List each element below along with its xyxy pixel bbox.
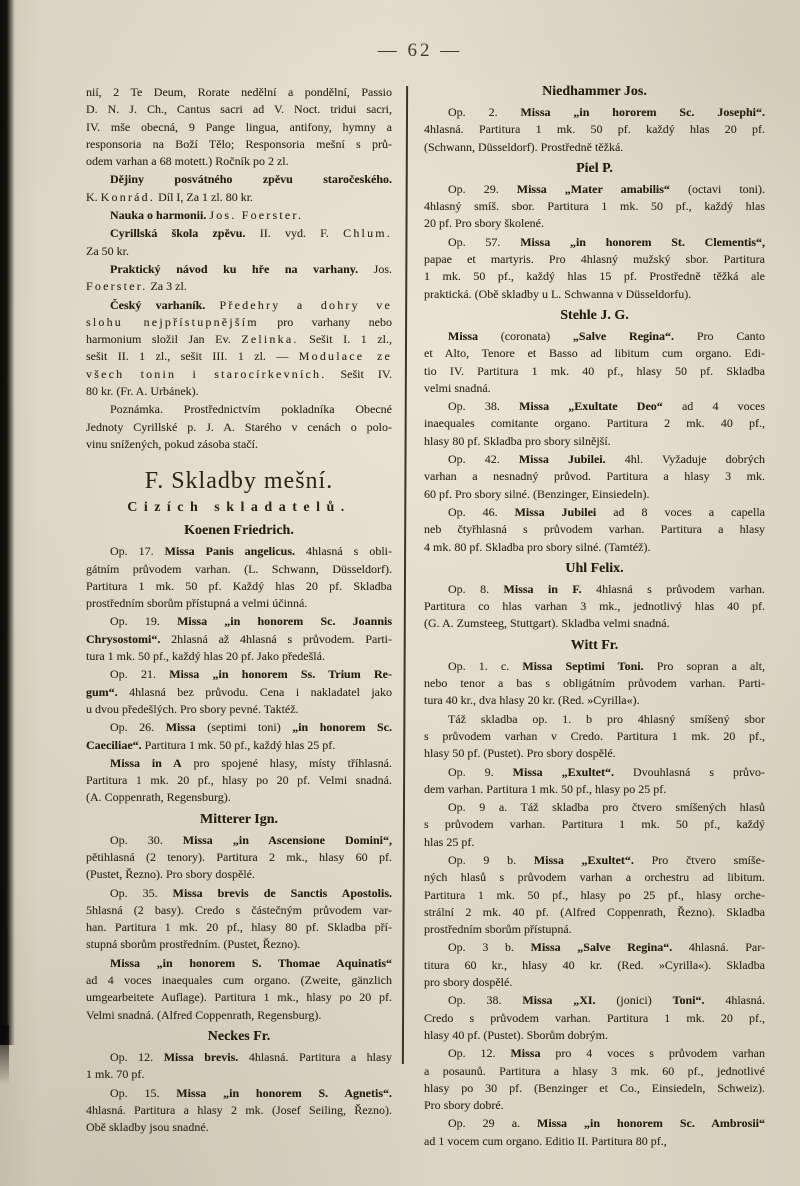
composer-heading: Stehle J. G.	[560, 307, 629, 323]
composer-heading: Mitterer Ign.	[199, 811, 278, 827]
text-line: Op. 3 b. Missa „Salve Regina“. 4hlasná. Par-	[448, 940, 765, 955]
text-line: sešit II. 1 zl., sešit III. 1 zl. — Modulace ze	[86, 349, 392, 364]
column-divider	[402, 86, 408, 1064]
text-line: Op. 38. Missa „Exultate Deo“ ad 4 voces	[448, 399, 765, 414]
text-line: Chrysostomi“. 2hlasná až 4hlasná s průvodem. Parti-	[86, 631, 392, 646]
text-line: D. N. J. Ch., Cantus sacri ad V. Noct. tridui sacri,	[86, 102, 392, 117]
right-column	[424, 79, 765, 1151]
text-line: ad 1 vocem cum organo. Editio II. Partitura 80 pf.,	[424, 1133, 667, 1148]
section-subtitle: Cizích skladatelů.	[127, 500, 351, 516]
text-line: prostředním sborům přístupná.	[424, 922, 572, 937]
catalog-entry	[86, 171, 392, 206]
text-line: 4hlasná. Partitura 1 mk. 50 pf. každý hlas 20 pf.	[424, 122, 765, 137]
text-line: Nauka o harmonii. Jos. Foerster.	[110, 208, 304, 223]
text-line: a posaunů. Partitura a hlasy 3 mk. 60 pf., jednotlivé	[424, 1063, 765, 1078]
catalog-entry	[424, 504, 765, 556]
catalog-entry	[86, 207, 392, 224]
text-line: Partitura co hlas varhan 3 mk., jednotlivý hlas 40 pf.	[424, 599, 765, 614]
catalog-entry	[424, 1115, 765, 1150]
catalog-entry	[424, 658, 765, 710]
text-line: Český varhaník. Předehry a dohry ve	[110, 297, 392, 312]
text-line: Op. 9 a. Táž skladba pro čtvero smíšených hlasů	[448, 800, 765, 815]
catalog-entry	[424, 328, 765, 397]
catalog-entry	[424, 104, 765, 156]
text-line: Op. 30. Missa „in Ascensione Domini“,	[110, 832, 392, 847]
text-line: hlasy 50 pf. (Pustet). Pro sbory dospělé.	[424, 746, 616, 761]
text-line: Pro sbory dobré.	[424, 1098, 504, 1113]
section-title: F. Skladby mešní.	[144, 468, 334, 495]
composer-heading: Neckes Fr.	[207, 1028, 271, 1044]
catalog-entry	[86, 1049, 392, 1084]
text-line: Praktický návod ku hře na varhany. Jos.	[110, 261, 392, 276]
text-line: neb čtyřhlasná s průvodem varhan. Partitura a hlasy	[424, 522, 765, 537]
text-line: Op. 35. Missa brevis de Sanctis Apostolis.	[110, 885, 392, 900]
text-line: Obě skladby jsou snadné.	[86, 1120, 209, 1135]
text-line: hlasy po 30 pf. (Benzinger et Co., Einsiedeln, Schweiz).	[424, 1080, 765, 1095]
catalog-entry	[424, 711, 765, 763]
text-line: Velmi snadná. (Alfred Coppenrath, Regensburg).	[86, 1007, 322, 1022]
text-line: Cyrillská škola zpěvu. II. vyd. F. Chlum.	[110, 226, 392, 241]
catalog-entry	[424, 398, 765, 450]
text-line: 80 kr. (Fr. A. Urbánek).	[86, 384, 199, 399]
catalog-entry	[86, 832, 392, 884]
text-line: Poznámka. Prostřednictvím pokladníka Obecné	[110, 402, 392, 417]
text-line: praktická. (Obě skladby u L. Schwanna v Düsseldorfu).	[424, 286, 692, 301]
text-line: Op. 15. Missa „in honorem S. Agnetis“.	[110, 1085, 392, 1100]
text-line: slohu nejpřístupnějším pro varhany nebo	[86, 314, 392, 329]
text-line: varhan a nesnadný průvod. Partitura a hlasy 3 mk.	[424, 469, 765, 484]
text-line: (Schwann, Düsseldorf). Prostředně těžká.	[424, 139, 624, 154]
text-line: tura 1 mk. 50 pf., každý hlas 20 pf. Jako předešlá.	[86, 649, 325, 664]
text-line: 4hlasný smíš. sbor. Partitura 1 mk. 50 pf., každý hlas	[424, 199, 765, 214]
text-line: Jednoty Cyrillské p. J. A. Starého v cenách o polo-	[86, 419, 392, 434]
text-line: (G. A. Zumsteeg, Stuttgart). Skladba velmi snadná.	[424, 616, 670, 631]
text-line: Op. 57. Missa „in honorem St. Clementis“,	[448, 234, 765, 249]
text-line: et Alto, Tenore et Basso ad libitum cum organo. Edi-	[424, 346, 765, 361]
text-line: Foerster. Za 3 zl.	[86, 279, 187, 294]
catalog-entry	[86, 613, 392, 665]
text-line: vinu snížených, pokud zásoba stačí.	[86, 436, 258, 451]
text-line: IV. mše obecná, 9 Pange lingua, antifony, hymny a	[86, 119, 392, 134]
text-line: Op. 12. Missa pro 4 voces s průvodem varhan	[448, 1046, 765, 1061]
text-line: Op. 46. Missa Jubilei ad 8 voces a capella	[448, 504, 765, 519]
catalog-entry	[86, 401, 392, 453]
text-line: dem varhan. Partitura 1 mk. 50 pf., hlasy po 25 pf.	[424, 781, 667, 796]
text-line: Op. 26. Missa (septimi toni) „in honorem Sc.	[110, 720, 392, 735]
text-line: Op. 42. Missa Jubilei. 4hl. Vyžaduje dobrých	[448, 452, 765, 467]
catalog-entry	[424, 992, 765, 1044]
text-line: Op. 19. Missa „in honorem Sc. Joannis	[110, 614, 392, 629]
text-line: titura 60 kr., hlasy 40 kr. (Red. »Cyrilla«). Skladba	[424, 957, 765, 972]
text-line: prostředním sborům přístupná a velmi účinná.	[86, 596, 308, 611]
catalog-entry	[424, 451, 765, 503]
catalog-entry	[86, 84, 392, 170]
page-number: — 62 —	[377, 40, 463, 61]
text-line: gum“. 4hlasná bez průvodu. Cena i nakladatel jako	[86, 684, 392, 699]
text-line: Za 50 kr.	[86, 243, 129, 258]
text-line: Missa in A pro spojené hlasy, místy tříhlasná.	[110, 755, 392, 770]
text-line: Op. 29. Missa „Mater amabilis“ (octavi toni).	[448, 181, 765, 196]
catalog-entry	[86, 1085, 392, 1137]
text-line: Op. 12. Missa brevis. 4hlasná. Partitura a hlasy	[110, 1049, 392, 1064]
catalog-entry	[424, 799, 765, 851]
text-line: 1 mk. 50 pf., každý hlas 15 pf. Prostředně těžká ale	[424, 269, 765, 284]
text-line: Op. 9 b. Missa „Exultet“. Pro čtvero smíše-	[448, 852, 765, 867]
text-line: pro sbory dospělé.	[424, 975, 513, 990]
catalog-entry	[424, 581, 765, 633]
text-line: nií, 2 Te Deum, Rorate nedělní a pondělní, Passio	[86, 85, 392, 99]
text-line: 1 mk. 70 pf.	[86, 1067, 145, 1082]
catalog-entry	[86, 543, 392, 612]
text-line: Partitura 1 mk. 20 pf., hlasy po 20 pf. Velmi snadná.	[86, 773, 392, 788]
text-line: umgearbeitete Auflage). Partitura 1 mk., hlasy po 20 pf.	[86, 990, 392, 1005]
text-line: tura 40 kr., dva hlasy 20 kr. (Red. »Cyrilla«).	[424, 693, 640, 708]
text-line: Missa „in honorem S. Thomae Aquinatis“	[110, 955, 392, 970]
text-line: Dějiny posvátného zpěvu staročeského.	[110, 172, 392, 187]
text-line: Op. 9. Missa „Exultet“. Dvouhlasná s průvo-	[448, 764, 765, 779]
catalog-entry	[424, 234, 765, 303]
composer-heading: Witt Fr.	[570, 637, 619, 653]
text-line: s průvodem varhan. Partitura 1 mk. 50 pf., každý	[424, 817, 765, 832]
text-line: ad 4 voces inaequales cum organo. (Zweite, gänzlich	[86, 973, 392, 988]
catalog-entry	[424, 1045, 765, 1114]
text-line: 5hlasná (2 basy). Credo s částečným průvodem var-	[86, 902, 392, 917]
text-line: s průvodem varhan v Credo. Partitura 1 mk. 20 pf.,	[424, 728, 765, 743]
text-line: K. Konrád. Díl I, Za 1 zl. 80 kr.	[86, 189, 254, 204]
composer-heading: Niedhammer Jos.	[542, 84, 647, 99]
text-line: (Pustet, Řezno). Pro sbory dospělé.	[86, 867, 255, 882]
catalog-entry	[424, 852, 765, 938]
text-line: všech tonin i starocírkevních. Sešit IV.	[86, 366, 392, 381]
composer-heading: Koenen Friedrich.	[184, 523, 294, 539]
text-line: ných hlasů s průvodem varhan a orchestru ad libitum.	[424, 870, 765, 885]
text-line: Op. 29 a. Missa „in honorem Sc. Ambrosii“	[448, 1116, 765, 1131]
text-line: han. Partitura 1 mk. 20 pf., hlasy 80 pf. Skladba pří-	[86, 920, 392, 935]
catalog-entry	[86, 225, 392, 260]
text-line: papae et martyris. Pro 4hlasný mužský sbor. Partitura	[424, 252, 765, 267]
text-line: odem varhan a 68 motett.) Ročník po 2 zl.	[86, 154, 289, 169]
text-line: 4 mk. 80 pf. Skladba pro sbory silné. (Tamtéž).	[424, 539, 651, 554]
text-line: hlasy 40 pf. (Pustet). Sborům dobrým.	[424, 1027, 608, 1042]
text-line: responsoria na Boží Tělo; Responsoria mešní s prů-	[86, 136, 392, 151]
catalog-entry	[86, 719, 392, 754]
catalog-entry	[424, 939, 765, 991]
text-line: nebo tenor a bas s obligátním průvodem varhan. Parti-	[424, 676, 765, 691]
text-line: u dvou předešlých. Pro sbory pevné. Taktéž.	[86, 701, 299, 716]
text-line: strální 2 mk. 40 pf. (Alfred Coppenrath, Řezno). Skladba	[424, 904, 765, 919]
catalog-entry	[86, 885, 392, 954]
text-line: (A. Coppenrath, Regensburg).	[86, 790, 231, 805]
catalog-entry	[86, 755, 392, 807]
text-line: Táž skladba op. 1. b pro 4hlasný smíšený sbor	[448, 711, 765, 726]
catalog-entry	[424, 181, 765, 233]
text-line: Op. 38. Missa „XI. (jonici) Toni“. 4hlasná.	[448, 993, 765, 1008]
text-line: 4hlasná. Partitura a hlasy 2 mk. (Josef Seiling, Řezno).	[86, 1102, 392, 1117]
left-column	[86, 84, 392, 1137]
text-line: Op. 1. c. Missa Septimi Toni. Pro sopran a alt,	[448, 658, 765, 673]
composer-heading: Uhl Felix.	[565, 560, 624, 576]
catalog-entry	[424, 764, 765, 799]
catalog-entry	[86, 955, 392, 1024]
text-line: harmonium složil Jan Ev. Zelinka. Sešit I. 1 zl.,	[86, 332, 392, 347]
text-line: velmi snadná.	[424, 380, 491, 395]
text-line: 60 pf. Pro sbory silné. (Benzinger, Einsiedeln).	[424, 486, 650, 501]
text-line: Partitura 1 mk. 50 pf., hlasy po 25 pf., hlasy orche-	[424, 887, 765, 902]
text-line: Credo s průvodem varhan. Partitura 1 mk. 20 pf.,	[424, 1010, 765, 1025]
text-line: tio IV. Partitura 1 mk. 40 pf., hlasy 50 pf. Skladba	[424, 363, 765, 378]
text-line: Op. 17. Missa Panis angelicus. 4hlasná s obli-	[110, 544, 392, 559]
text-line: Caeciliae“. Partitura 1 mk. 50 pf., každý hlas 25 pf.	[86, 737, 336, 752]
catalog-entry	[86, 261, 392, 296]
text-line: stupná sborům prostředním. (Pustet, Řezno).	[86, 937, 301, 952]
text-line: 20 pf. Pro sbory školené.	[424, 216, 544, 231]
text-line: Op. 8. Missa in F. 4hlasná s průvodem varhan.	[448, 581, 765, 596]
text-line: pětihlasná (2 tenory). Partitura 2 mk., hlasy 60 pf.	[86, 849, 392, 864]
text-line: hlasy 80 pf. Skladba pro sbory silnější.	[424, 433, 611, 448]
catalog-entry	[86, 297, 392, 401]
text-line: gátním průvodem varhan. (L. Schwann, Düsseldorf).	[86, 561, 392, 576]
text-line: Op. 2. Missa „in hororem Sc. Josephi“.	[448, 105, 765, 119]
composer-heading: Piel P.	[576, 160, 613, 176]
text-line: Partitura 1 mk. 50 pf. Každý hlas 20 pf. Skladba	[86, 578, 392, 593]
text-line: inaequales comitante organo. Partitura 2 mk. 40 pf.,	[424, 416, 765, 431]
scan-gutter-shadow	[0, 0, 15, 1045]
text-line: Missa (coronata) „Salve Regina“. Pro Canto	[448, 328, 765, 343]
text-line: hlas 25 pf.	[424, 834, 475, 849]
catalog-entry	[86, 666, 392, 718]
text-line: Op. 21. Missa „in honorem Ss. Trium Re-	[110, 667, 392, 682]
